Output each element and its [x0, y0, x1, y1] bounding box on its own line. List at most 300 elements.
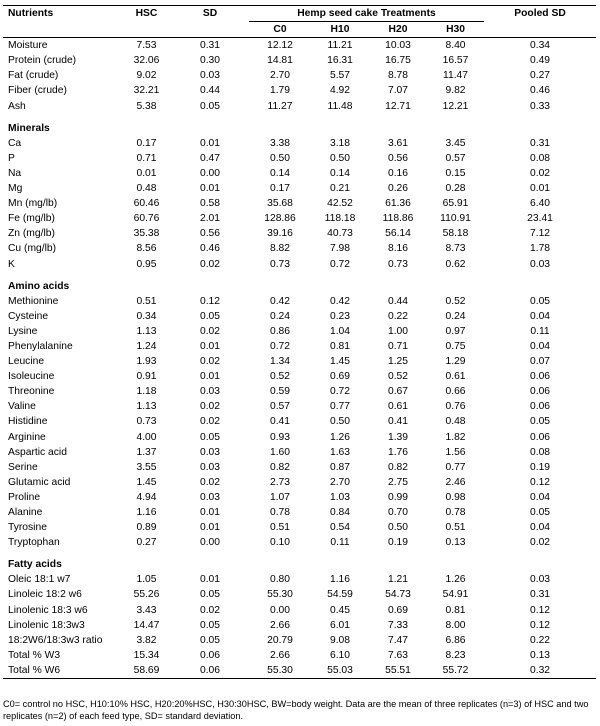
table-row — [3, 384, 596, 399]
nutrient-name: P — [8, 152, 15, 164]
c0-value: 0.17 — [269, 183, 291, 195]
c0-value: 3.38 — [269, 137, 291, 149]
h10-value: 3.18 — [329, 137, 351, 149]
nutrient-name: Glutamic acid — [8, 476, 71, 488]
h20-value: 12.71 — [385, 100, 411, 112]
h30-value: 1.56 — [445, 446, 466, 458]
section-spacer — [3, 114, 596, 121]
sd-value: 0.44 — [199, 85, 221, 97]
pooled-sd-value: 7.12 — [529, 228, 551, 240]
sd-value: 0.00 — [199, 537, 221, 549]
nutrient-name: Serine — [8, 461, 38, 473]
sd-value: 0.06 — [199, 649, 221, 661]
c0-value: 12.12 — [267, 40, 293, 52]
hsc-value: 1.13 — [136, 401, 157, 413]
sd-value: 0.06 — [171, 663, 249, 679]
table-row — [3, 68, 596, 83]
c0-value: 1.07 — [269, 491, 291, 503]
hsc-value: 32.06 — [133, 55, 160, 67]
h10-value: 0.72 — [329, 386, 351, 398]
pooled-sd-value: 0.31 — [529, 589, 551, 601]
h10-value: 1.04 — [329, 325, 351, 337]
pooled-sd-value: 1.78 — [529, 243, 551, 255]
h30-value: 8.40 — [445, 40, 466, 52]
nutrient-name: Fe (mg/lb) — [8, 213, 55, 225]
h30-value: 0.13 — [445, 537, 466, 549]
h20-value: 7.33 — [387, 619, 409, 631]
nutrient-name: Arginine — [8, 431, 46, 443]
c0-value: 0.78 — [269, 507, 291, 518]
h20-value: 0.69 — [387, 604, 409, 616]
nutrient-name: Mg — [8, 183, 23, 195]
h30-value: 0.28 — [445, 183, 466, 195]
nutrient-name: Fiber (crude) — [8, 85, 67, 97]
c0-value: 0.00 — [269, 604, 291, 616]
c0-value: 2.73 — [269, 476, 291, 488]
h10-value: 0.81 — [329, 340, 351, 352]
c0-value: 0.72 — [269, 340, 291, 352]
h10-value: 118.18 — [324, 213, 356, 225]
section-heading-row — [3, 121, 596, 136]
hsc-value: 7.53 — [136, 40, 157, 52]
nutrient-name: Linolenic 18:3 w6 — [8, 604, 88, 616]
h30-value: 0.48 — [445, 416, 466, 428]
h30-value: 0.81 — [445, 604, 466, 616]
hsc-value: 8.56 — [136, 243, 157, 255]
sd-value: 0.46 — [199, 243, 221, 255]
sd-value: 0.03 — [199, 491, 221, 503]
table-row — [3, 166, 596, 181]
h20-value: 2.75 — [387, 476, 409, 488]
nutrient-name: Na — [8, 167, 22, 179]
h20-value: 7.07 — [387, 85, 409, 97]
hsc-value: 3.82 — [136, 634, 157, 646]
h30-value: 65.91 — [442, 198, 469, 210]
section-spacer — [3, 550, 596, 557]
c0-value: 11.27 — [267, 100, 293, 112]
pooled-sd-value: 0.05 — [529, 295, 551, 307]
h20-value: 0.61 — [387, 401, 409, 413]
h30-value: 0.57 — [445, 152, 466, 164]
h20-value: 0.44 — [387, 295, 409, 307]
h10-value: 0.11 — [330, 537, 350, 549]
nutrient-name: Moisture — [8, 40, 48, 52]
c0-value: 0.24 — [269, 310, 291, 322]
sd-value: 0.03 — [199, 446, 221, 458]
table-row — [3, 587, 596, 602]
h20-value: 61.36 — [385, 198, 411, 210]
table-row — [3, 196, 596, 211]
pooled-sd-value: 0.05 — [529, 416, 551, 428]
h30-value: 0.15 — [445, 167, 466, 179]
h20-value: 0.82 — [387, 461, 409, 473]
sd-value: 0.01 — [199, 522, 221, 534]
spacer-cell — [3, 272, 596, 279]
table-row — [3, 399, 596, 414]
h10-value: 1.45 — [329, 356, 351, 368]
hsc-value: 0.95 — [136, 258, 157, 270]
pooled-sd-value: 0.32 — [484, 663, 596, 679]
h10-value: 55.03 — [311, 663, 369, 679]
table-row — [3, 324, 596, 339]
hsc-value: 0.51 — [136, 295, 157, 307]
h20-value: 0.70 — [387, 507, 409, 518]
table-row — [3, 181, 596, 196]
pooled-sd-value: 0.12 — [529, 604, 551, 616]
table-header — [3, 6, 596, 38]
hsc-value: 0.73 — [136, 416, 157, 428]
nutrient-name: Oleic 18:1 w7 — [8, 574, 71, 586]
table-row — [3, 369, 596, 384]
sd-value: 0.01 — [199, 183, 221, 195]
table-row — [3, 294, 596, 309]
nutrient-name: Protein (crude) — [8, 55, 77, 67]
h20-value: 1.00 — [387, 325, 409, 337]
table-row — [3, 38, 596, 54]
spacer-cell — [3, 550, 596, 557]
h30-value: 8.73 — [445, 243, 466, 255]
nutrient-name: Zn (mg/lb) — [8, 228, 55, 240]
pooled-sd-value: 0.05 — [529, 507, 551, 518]
nutrient-name: Cu (mg/lb) — [8, 243, 57, 255]
pooled-sd-value: 0.22 — [529, 634, 551, 646]
c0-value: 0.59 — [269, 386, 291, 398]
header-h20: H20 — [369, 22, 427, 38]
h20-value: 7.63 — [387, 649, 409, 661]
hsc-value: 1.37 — [136, 446, 157, 458]
h10-value: 11.48 — [327, 100, 353, 112]
hsc-value: 3.55 — [136, 461, 157, 473]
h10-value: 1.63 — [329, 446, 351, 458]
header-h30: H30 — [427, 22, 484, 38]
hsc-value: 4.94 — [136, 491, 157, 503]
table-row — [3, 53, 596, 68]
nutrient-name: Tyrosine — [8, 522, 47, 534]
pooled-sd-value: 0.19 — [529, 461, 551, 473]
table-row — [3, 151, 596, 166]
hsc-value: 0.34 — [136, 310, 157, 322]
pooled-sd-value: 0.34 — [529, 40, 551, 52]
sd-value: 0.03 — [199, 461, 221, 473]
section-heading: Amino acids — [8, 280, 70, 292]
h10-value: 1.03 — [329, 491, 351, 503]
sd-value: 0.31 — [199, 40, 221, 52]
nutrient-name: Valine — [8, 401, 36, 413]
h20-value: 0.71 — [387, 340, 409, 352]
h10-value: 0.23 — [329, 310, 351, 322]
table-row — [3, 430, 596, 445]
table-row — [3, 445, 596, 460]
spacer-cell — [3, 114, 596, 121]
h10-value: 16.31 — [327, 55, 353, 67]
c0-value: 128.86 — [264, 213, 296, 225]
c0-value: 14.81 — [267, 55, 293, 67]
h20-value: 3.61 — [387, 137, 409, 149]
hsc-value: 1.45 — [136, 476, 157, 488]
sd-value: 0.05 — [199, 589, 221, 601]
nutrient-name: Linoleic 18:2 w6 — [8, 589, 82, 601]
header-pooled-sd: Pooled SD — [484, 6, 596, 38]
nutrient-name: Aspartic acid — [8, 446, 67, 458]
table-row — [3, 475, 596, 490]
nutrient-name: Tryptophan — [8, 537, 60, 549]
table-row — [3, 663, 596, 679]
pooled-sd-value: 0.03 — [529, 258, 551, 270]
h20-value: 0.22 — [387, 310, 409, 322]
hsc-value: 58.69 — [122, 663, 171, 679]
table-row — [3, 83, 596, 98]
sd-value: 0.02 — [199, 356, 221, 368]
h30-value: 0.76 — [445, 401, 466, 413]
h10-value: 0.45 — [329, 604, 351, 616]
nutrient-name: Lysine — [8, 325, 38, 337]
hsc-value: 5.38 — [136, 100, 157, 112]
nutrient-name: Histidine — [8, 416, 48, 428]
sd-value: 0.05 — [199, 100, 221, 112]
c0-value: 0.86 — [269, 325, 291, 337]
h10-value: 0.72 — [329, 258, 351, 270]
sd-value: 0.03 — [199, 386, 221, 398]
nutrient-name: Isoleucine — [8, 371, 55, 383]
c0-value: 2.66 — [269, 619, 291, 631]
table-row — [3, 226, 596, 241]
pooled-sd-value: 0.04 — [529, 522, 551, 534]
hsc-value: 0.91 — [136, 371, 157, 383]
pooled-sd-value: 0.11 — [530, 325, 550, 337]
h10-value: 5.57 — [329, 70, 351, 82]
h10-value: 6.10 — [329, 649, 351, 661]
table-footnote: C0= control no HSC, H10:10% HSC, H20:20%HSC, H30:30HSC, BW=body weight. Data are the mean of three replicates (n=3) of HSC and two replicates (n=2) of each feed type, SD= standard deviation. — [3, 699, 589, 721]
h30-value: 8.00 — [445, 619, 466, 631]
table-row — [3, 241, 596, 256]
h10-value: 0.21 — [329, 183, 351, 195]
c0-value: 39.16 — [267, 228, 293, 240]
nutrient-name: Total % W3 — [8, 649, 61, 661]
hsc-value: 0.27 — [136, 537, 157, 549]
table-row — [3, 460, 596, 475]
section-heading: Minerals — [8, 122, 50, 134]
table-row — [3, 339, 596, 354]
table-row — [3, 572, 596, 587]
pooled-sd-value: 0.12 — [529, 619, 551, 631]
sd-value: 0.01 — [199, 137, 221, 149]
table-row — [3, 211, 596, 226]
h20-value: 1.39 — [387, 431, 409, 443]
hsc-value: 55.26 — [133, 589, 160, 601]
section-heading-row — [3, 279, 596, 294]
h20-value: 55.51 — [369, 663, 427, 679]
section-heading: Fatty acids — [8, 559, 62, 571]
sd-value: 0.02 — [199, 416, 221, 428]
hsc-value: 1.24 — [136, 340, 157, 352]
h30-value: 6.86 — [445, 634, 466, 646]
hsc-value: 0.48 — [136, 183, 157, 195]
header-nutrients: Nutrients — [3, 6, 122, 38]
h30-value: 55.72 — [427, 663, 484, 679]
sd-value: 2.01 — [199, 213, 221, 225]
hsc-value: 32.21 — [133, 85, 160, 97]
sd-value: 0.01 — [199, 340, 221, 352]
h20-value: 0.56 — [387, 152, 409, 164]
section-heading-row — [3, 557, 596, 572]
c0-value: 0.50 — [269, 152, 291, 164]
h30-value: 0.61 — [445, 371, 466, 383]
c0-value: 55.30 — [249, 663, 311, 679]
c0-value: 1.79 — [269, 85, 291, 97]
hsc-value: 1.18 — [136, 386, 157, 398]
table-row — [3, 354, 596, 369]
hsc-value: 35.38 — [133, 228, 160, 240]
c0-value: 0.57 — [269, 401, 291, 413]
h10-value: 0.77 — [329, 401, 351, 413]
sd-value: 0.56 — [199, 228, 221, 240]
h30-value: 1.29 — [445, 356, 466, 368]
c0-value: 55.30 — [267, 589, 293, 601]
table-row — [3, 618, 596, 633]
h20-value: 10.03 — [385, 40, 411, 52]
hsc-value: 0.17 — [136, 137, 157, 149]
header-h10: H10 — [311, 22, 369, 38]
h20-value: 8.78 — [387, 70, 409, 82]
h30-value: 58.18 — [442, 228, 469, 240]
c0-value: 0.73 — [269, 258, 291, 270]
table-row — [3, 648, 596, 663]
h20-value: 54.73 — [385, 589, 411, 601]
c0-value: 35.68 — [267, 198, 293, 210]
pooled-sd-value: 0.06 — [529, 371, 551, 383]
c0-value: 2.66 — [269, 649, 291, 661]
sd-value: 0.02 — [199, 258, 221, 270]
hsc-value: 14.47 — [133, 619, 160, 631]
table-row — [3, 414, 596, 429]
pooled-sd-value: 0.33 — [529, 100, 551, 112]
h10-value: 2.70 — [329, 476, 351, 488]
c0-value: 0.10 — [269, 537, 291, 549]
h30-value: 0.66 — [445, 386, 466, 398]
pooled-sd-value: 0.02 — [529, 167, 551, 179]
h30-value: 0.75 — [445, 340, 466, 352]
h10-value: 9.08 — [329, 634, 351, 646]
sd-value: 0.02 — [199, 604, 221, 616]
nutrient-name: Leucine — [8, 356, 45, 368]
nutrient-name: Cysteine — [8, 310, 49, 322]
hsc-value: 0.89 — [136, 522, 157, 534]
h30-value: 1.26 — [445, 574, 466, 586]
nutrient-name: Alanine — [8, 507, 43, 518]
c0-value: 0.82 — [269, 461, 291, 473]
h30-value: 1.82 — [445, 431, 466, 443]
nutrient-name: Methionine — [8, 295, 59, 307]
header-sd: SD — [171, 6, 249, 38]
pooled-sd-value: 0.06 — [529, 431, 551, 443]
sd-value: 0.05 — [199, 310, 221, 322]
pooled-sd-value: 23.41 — [527, 213, 553, 225]
c0-value: 0.14 — [269, 167, 291, 179]
nutrient-name: 18:2W6/18:3w3 ratio — [8, 634, 103, 646]
h10-value: 0.42 — [329, 295, 351, 307]
h10-value: 42.52 — [327, 198, 353, 210]
pooled-sd-value: 0.07 — [529, 356, 551, 368]
h30-value: 3.45 — [445, 137, 466, 149]
h30-value: 110.91 — [440, 213, 471, 225]
nutrient-name: Threonine — [8, 386, 55, 398]
h30-value: 0.98 — [445, 491, 466, 503]
hsc-value: 9.02 — [136, 70, 157, 82]
h10-value: 7.98 — [329, 243, 351, 255]
h10-value: 40.73 — [327, 228, 353, 240]
h30-value: 0.52 — [445, 295, 466, 307]
sd-value: 0.01 — [199, 574, 221, 586]
nutrient-name: Mn (mg/lb) — [8, 198, 58, 210]
h10-value: 0.69 — [329, 371, 351, 383]
hsc-value: 0.01 — [136, 167, 157, 179]
h10-value: 0.14 — [329, 167, 351, 179]
h20-value: 7.47 — [387, 634, 409, 646]
table-row — [3, 136, 596, 151]
pooled-sd-value: 0.03 — [529, 574, 551, 586]
pooled-sd-value: 0.49 — [529, 55, 551, 67]
h20-value: 1.76 — [387, 446, 409, 458]
table-row — [3, 490, 596, 505]
c0-value: 0.93 — [269, 431, 291, 443]
sd-value: 0.02 — [199, 325, 221, 337]
c0-value: 1.34 — [269, 356, 291, 368]
h20-value: 0.99 — [387, 491, 409, 503]
table-row — [3, 535, 596, 550]
h30-value: 0.24 — [445, 310, 466, 322]
c0-value: 0.52 — [269, 371, 291, 383]
h20-value: 8.16 — [387, 243, 409, 255]
table-row — [3, 257, 596, 272]
sd-value: 0.12 — [199, 295, 221, 307]
pooled-sd-value: 0.46 — [529, 85, 551, 97]
nutrient-name: Phenylalanine — [8, 340, 73, 352]
h30-value: 0.78 — [445, 507, 466, 518]
h10-value: 6.01 — [329, 619, 351, 631]
nutrient-name: K — [8, 258, 15, 270]
table-row — [3, 505, 596, 520]
hsc-value: 1.05 — [136, 574, 157, 586]
h30-value: 54.91 — [442, 589, 469, 601]
pooled-sd-value: 6.40 — [529, 198, 551, 210]
sd-value: 0.05 — [199, 431, 221, 443]
sd-value: 0.47 — [199, 152, 221, 164]
table-row — [3, 520, 596, 535]
h30-value: 0.62 — [445, 258, 466, 270]
hsc-value: 3.43 — [136, 604, 157, 616]
sd-value: 0.02 — [199, 401, 221, 413]
h20-value: 0.73 — [387, 258, 409, 270]
c0-value: 0.80 — [269, 574, 291, 586]
hsc-value: 15.34 — [133, 649, 160, 661]
pooled-sd-value: 0.31 — [529, 137, 551, 149]
h30-value: 11.47 — [443, 70, 469, 82]
nutrient-name: Total % W6 — [3, 663, 122, 679]
h20-value: 56.14 — [385, 228, 411, 240]
h20-value: 0.26 — [387, 183, 409, 195]
table-row — [3, 633, 596, 648]
pooled-sd-value: 0.13 — [529, 649, 551, 661]
h30-value: 8.23 — [445, 649, 466, 661]
pooled-sd-value: 0.06 — [529, 386, 551, 398]
pooled-sd-value: 0.27 — [529, 70, 551, 82]
nutrient-name: Proline — [8, 491, 41, 503]
sd-value: 0.30 — [199, 55, 221, 67]
nutrient-name: Linolenic 18:3w3 — [8, 619, 85, 631]
c0-value: 20.79 — [267, 634, 293, 646]
h20-value: 0.19 — [387, 537, 409, 549]
h10-value: 0.84 — [329, 507, 351, 518]
